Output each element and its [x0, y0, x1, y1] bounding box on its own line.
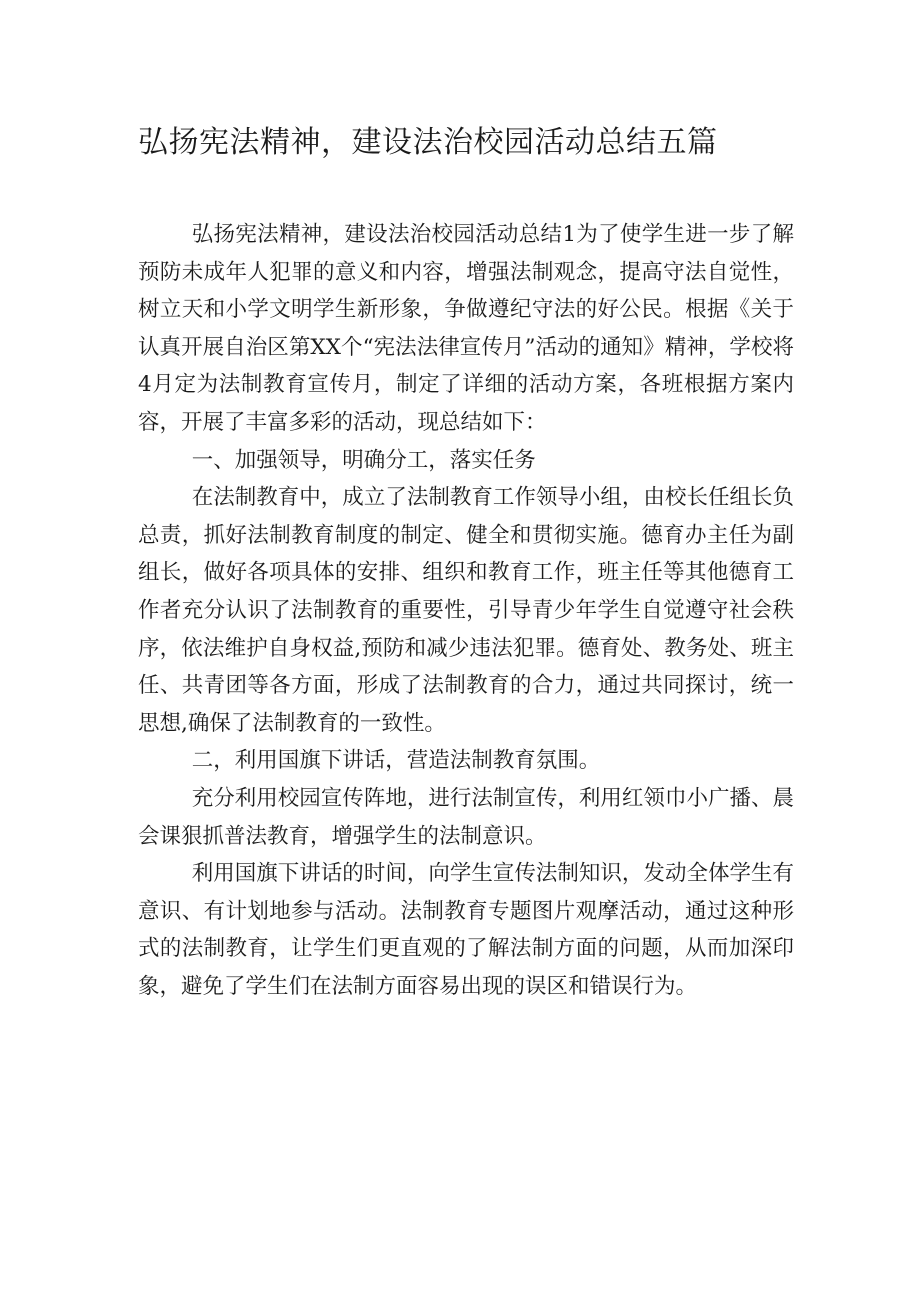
section-heading-2: 二，利用国旗下讲话，营造法制教育氛围。: [191, 748, 601, 774]
paragraph-intro: 弘扬宪法精神，建设法治校园活动总结1为了使学生进一步了解预防未成年人犯罪的意义和内容，增强法制观念，提高守法自觉性，树立天和小学文明学生新形象，争做遵纪守法的好公民。根据《关于认真开展自治区第XX个“宪法法律宣传月”活动的通知》精神，学校将4月定为法制教育宣传月，制定了详细的活动方案，各班根据方案内容，开展了丰富多彩的活动，现总结如下：: [138, 222, 794, 435]
paragraph-campus-publicity: 充分利用校园宣传阵地，进行法制宣传，利用红领巾小广播、晨会课狠抓普法教育，增强学生的法制意识。: [138, 785, 794, 849]
paragraph-flag-speech: 利用国旗下讲话的时间，向学生宣传法制知识，发动全体学生有意识、有计划地参与活动。法制教育专题图片观摩活动，通过这种形式的法制教育，让学生们更直观的了解法制方面的问题，从而加深印象，避免了学生们在法制方面容易出现的误区和错误行为。: [138, 861, 794, 999]
document-title: 弘扬宪法精神，建设法治校园活动总结五篇: [138, 125, 718, 160]
section-heading-1: 一、加强领导，明确分工，落实任务: [191, 447, 536, 473]
document-body: [138, 216, 794, 1005]
paragraph-leadership: 在法制教育中，成立了法制教育工作领导小组，由校长任组长负总责，抓好法制教育制度的制定、健全和贯彻实施。德育办主任为副组长，做好各项具体的安排、组织和教育工作，班主任等其他德育工作者充分认识了法制教育的重要性，引导青少年学生自觉遵守社会秩序，依法维护自身权益,预防和减少违法犯罪。德育处、教务处、班主任、共青团等各方面，形成了法制教育的合力，通过共同探讨，统一思想,确保了法制教育的一致性。: [138, 485, 794, 736]
